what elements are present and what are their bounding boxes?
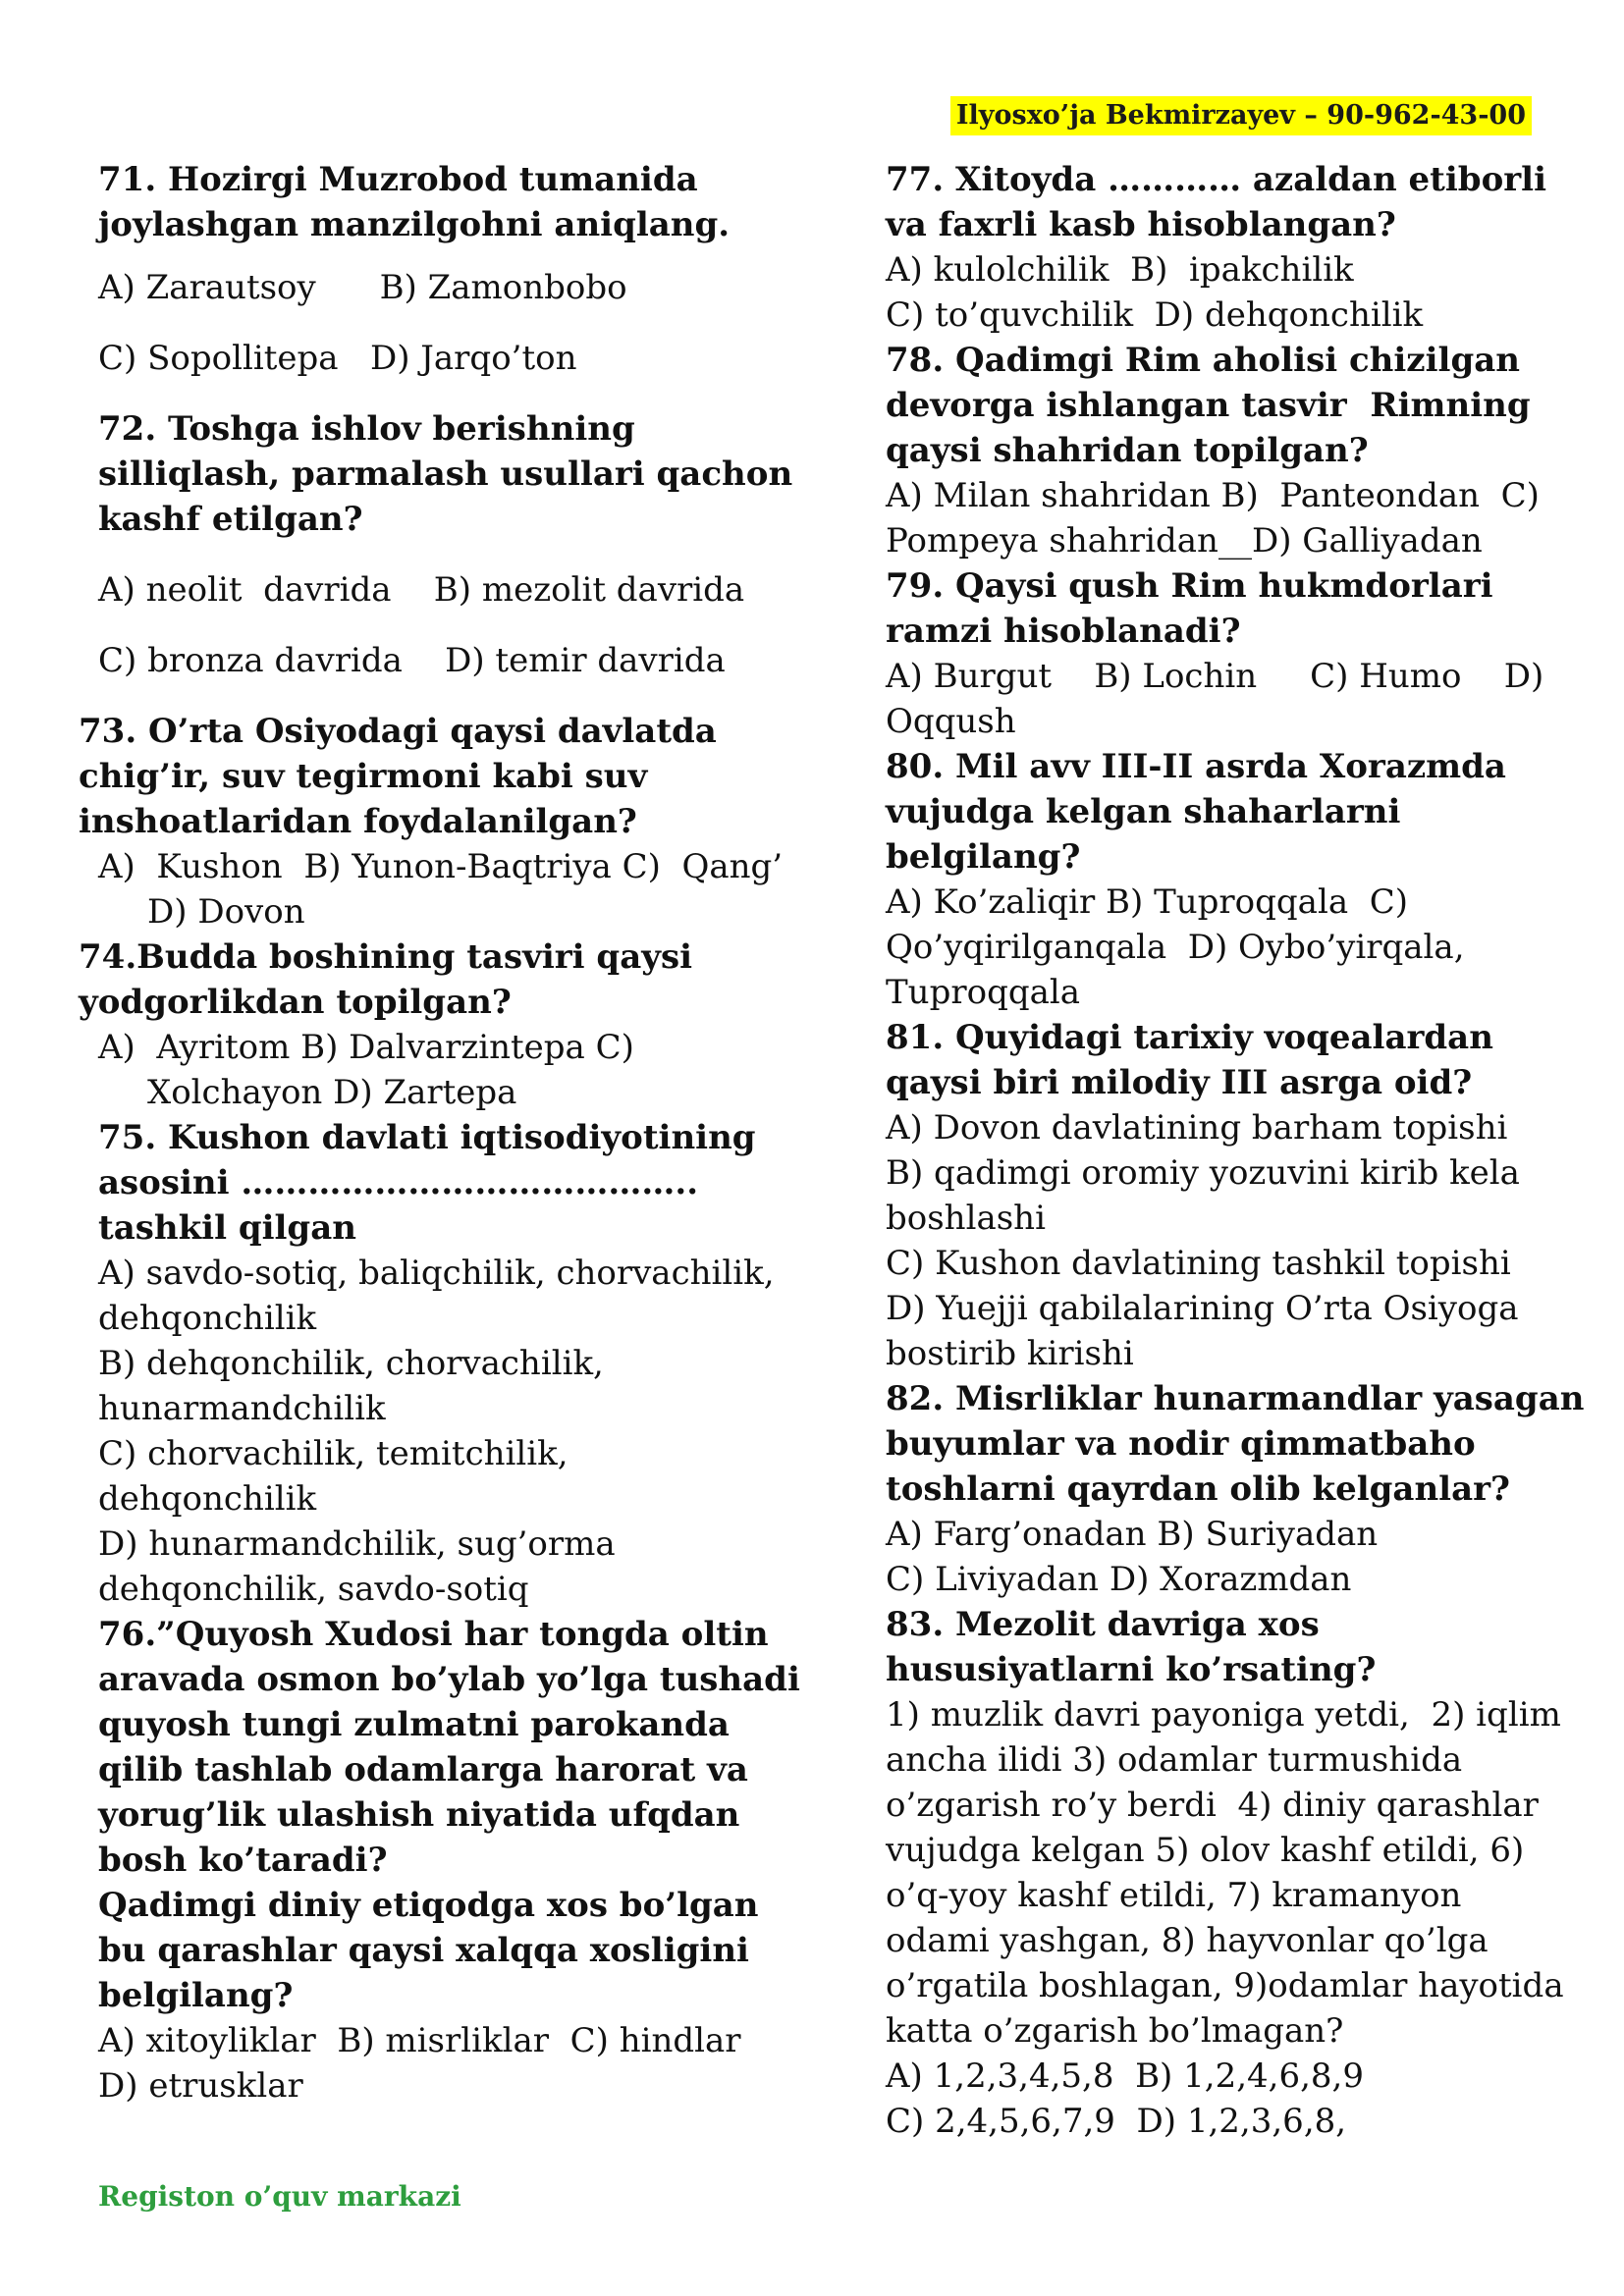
question-72-text: 72. Toshga ishlov berishning: [98, 409, 635, 449]
question-79-options: Oqqush: [886, 702, 1016, 741]
question-83-statements: katta o’zgarish bo’lmagan?: [886, 2011, 1344, 2051]
question-81: [886, 1015, 1553, 1376]
question-76: [98, 1612, 800, 2109]
question-80-options: A) Ko’zaliqir B) Tuproqqala C): [886, 882, 1408, 922]
question-83-statements: 1) muzlik davri payoniga yetdi, 2) iqlim: [886, 1695, 1561, 1735]
question-75-text: tashkil qilgan: [98, 1208, 356, 1248]
question-83-text: 83. Mezolit davriga xos: [886, 1605, 1320, 1644]
question-73-options: A) Kushon B) Yunon-Baqtriya C) Qang’: [98, 847, 784, 886]
question-83-text: hususiyatlarni ko’rsating?: [886, 1650, 1377, 1689]
question-72: [98, 406, 793, 683]
question-82-options: A) Farg’onadan B) Suriyadan: [886, 1515, 1379, 1554]
question-79-text: 79. Qaysi qush Rim hukmdorlari: [886, 566, 1493, 606]
question-78-options: A) Milan shahridan B) Panteondan C): [886, 476, 1540, 515]
question-76-text: quyosh tungi zulmatni parokanda: [98, 1705, 730, 1744]
right-column: [886, 157, 1585, 2144]
question-75-option-d: dehqonchilik, savdo-sotiq: [98, 1570, 529, 1609]
question-75-option-b: B) dehqonchilik, chorvachilik,: [98, 1344, 604, 1383]
question-80-text: belgilang?: [886, 837, 1081, 877]
question-72-text: silliqlash, parmalash usullari qachon: [98, 454, 793, 494]
question-79-text: ramzi hisoblanadi?: [886, 612, 1241, 651]
question-82-options: C) Liviyadan D) Xorazmdan: [886, 1560, 1352, 1599]
question-75-option-a: A) savdo-sotiq, baliqchilik, chorvachilik,: [98, 1254, 775, 1293]
question-79-options: A) Burgut B) Lochin C) Humo D): [886, 657, 1544, 696]
question-80-text: vujudga kelgan shaharlarni: [886, 792, 1401, 831]
question-81-text: 81. Quyidagi tarixiy voqealardan: [886, 1018, 1493, 1057]
question-82-text: buyumlar va nodir qimmatbaho: [886, 1424, 1476, 1464]
question-81-option-d: D) Yuejji qabilalarining O’rta Osiyoga: [886, 1289, 1519, 1328]
question-77-options: C) to’quvchilik D) dehqonchilik: [886, 295, 1424, 335]
question-74-options: Xolchayon D) Zartepa: [147, 1073, 517, 1112]
question-75-text: 75. Kushon davlati iqtisodiyotining: [98, 1118, 756, 1157]
question-75-option-a: dehqonchilik: [98, 1299, 317, 1338]
question-83-statements: ancha ilidi 3) odamlar turmushida: [886, 1740, 1463, 1780]
question-75: [98, 1115, 785, 1612]
question-75-option-c: C) chorvachilik, temitchilik,: [98, 1434, 568, 1473]
question-81-option-c: C) Kushon davlatining tashkil topishi: [886, 1244, 1511, 1283]
question-73-text: chig’ir, suv tegirmoni kabi suv: [79, 757, 648, 796]
question-78: [886, 338, 1553, 563]
question-81-option-d: bostirib kirishi: [886, 1334, 1134, 1373]
question-76-text: bu qarashlar qaysi xalqqa xosligini: [98, 1931, 749, 1970]
question-76-text: aravada osmon bo’ylab yo’lga tushadi: [98, 1660, 800, 1699]
question-73-text: inshoatlaridan foydalanilgan?: [79, 802, 637, 841]
question-81-option-b: boshlashi: [886, 1199, 1046, 1238]
question-83-statements: o’q-yoy kashf etildi, 7) kramanyon: [886, 1876, 1462, 1915]
question-82: [886, 1376, 1585, 1602]
question-72-options: A) neolit davrida B) mezolit davrida: [98, 570, 745, 610]
question-73-text: 73. O’rta Osiyodagi qaysi davlatda: [79, 712, 717, 751]
left-column: [79, 157, 800, 2109]
question-75-option-b: hunarmandchilik: [98, 1389, 386, 1428]
question-71-options: C) Sopollitepa D) Jarqo’ton: [98, 339, 577, 378]
question-83-statements: o’zgarish ro’y berdi 4) diniy qarashlar: [886, 1786, 1539, 1825]
question-77-text: 77. Xitoyda ………… azaldan etiborli: [886, 160, 1546, 199]
question-83-statements: vujudga kelgan 5) olov kashf etildi, 6): [886, 1831, 1525, 1870]
question-76-text: 76.”Quyosh Xudosi har tongda oltin: [98, 1615, 769, 1654]
question-71-text: joylashgan manzilgohni aniqlang.: [98, 205, 731, 244]
question-76-text: qilib tashlab odamlarga harorat va: [98, 1750, 748, 1789]
question-81-option-b: B) qadimgi oromiy yozuvini kirib kela: [886, 1153, 1520, 1193]
question-74-options: A) Ayritom B) Dalvarzintepa C): [98, 1028, 634, 1067]
question-83-options: A) 1,2,3,4,5,8 B) 1,2,4,6,8,9: [886, 2056, 1364, 2096]
question-77-text: va faxrli kasb hisoblangan?: [886, 205, 1396, 244]
question-77-options: A) kulolchilik B) ipakchilik: [886, 250, 1354, 290]
question-79: [886, 563, 1553, 744]
question-83-options: C) 2,4,5,6,7,9 D) 1,2,3,6,8,: [886, 2102, 1347, 2141]
question-71-text: 71. Hozirgi Muzrobod tumanida: [98, 160, 698, 199]
question-72-options: C) bronza davrida D) temir davrida: [98, 641, 726, 680]
question-72-text: kashf etilgan?: [98, 500, 363, 539]
question-76-text: Qadimgi diniy etiqodga xos bo’lgan: [98, 1886, 759, 1925]
question-75-option-c: dehqonchilik: [98, 1479, 317, 1519]
question-81-option-a: A) Dovon davlatining barham topishi: [886, 1108, 1508, 1148]
question-80-options: Tuproqqala: [886, 973, 1081, 1012]
author-contact-header: Ilyosxo’ja Bekmirzayev – 90-962-43-00: [950, 96, 1532, 135]
question-78-text: qaysi shahridan topilgan?: [886, 431, 1369, 470]
question-73: [79, 709, 785, 934]
question-74-text: 74.Budda boshining tasviri qaysi: [79, 937, 693, 977]
question-83-statements: odami yashgan, 8) hayvonlar qo’lga: [886, 1921, 1489, 1960]
question-75-text: asosini …………………………………..: [98, 1163, 699, 1202]
question-78-options: Pompeya shahridan__D) Galliyadan: [886, 521, 1483, 561]
question-76-text: belgilang?: [98, 1976, 294, 2015]
question-80-text: 80. Mil avv III-II asrda Xorazmda: [886, 747, 1506, 786]
question-75-option-d: D) hunarmandchilik, sug’orma: [98, 1524, 616, 1564]
question-77: [886, 157, 1553, 338]
question-73-options: D) Dovon: [147, 892, 305, 932]
question-78-text: 78. Qadimgi Rim aholisi chizilgan: [886, 341, 1520, 380]
question-76-options: A) xitoyliklar B) misrliklar C) hindlar: [98, 2021, 741, 2060]
question-81-text: qaysi biri milodiy III asrga oid?: [886, 1063, 1473, 1102]
question-82-text: toshlarni qayrdan olib kelganlar?: [886, 1469, 1510, 1509]
question-74-text: yodgorlikdan topilgan?: [79, 983, 512, 1022]
question-71-options: A) Zarautsoy B) Zamonbobo: [98, 268, 627, 307]
question-76-options: D) etrusklar: [98, 2066, 303, 2106]
question-80-options: Qo’yqirilganqala D) Oybo’yirqala,: [886, 928, 1465, 967]
question-83-statements: o’rgatila boshlagan, 9)odamlar hayotida: [886, 1966, 1564, 2005]
question-78-text: devorga ishlangan tasvir Rimning: [886, 386, 1531, 425]
question-76-text: yorug’lik ulashish niyatida ufqdan: [98, 1795, 740, 1835]
question-76-text: bosh ko’taradi?: [98, 1841, 388, 1880]
question-82-text: 82. Misrliklar hunarmandlar yasagan: [886, 1379, 1585, 1418]
question-71: [98, 157, 785, 381]
footer-center-name: Registon o’quv markazi: [98, 2180, 461, 2213]
question-83: [886, 1602, 1564, 2144]
question-74: [79, 934, 785, 1115]
question-80: [886, 744, 1553, 1015]
